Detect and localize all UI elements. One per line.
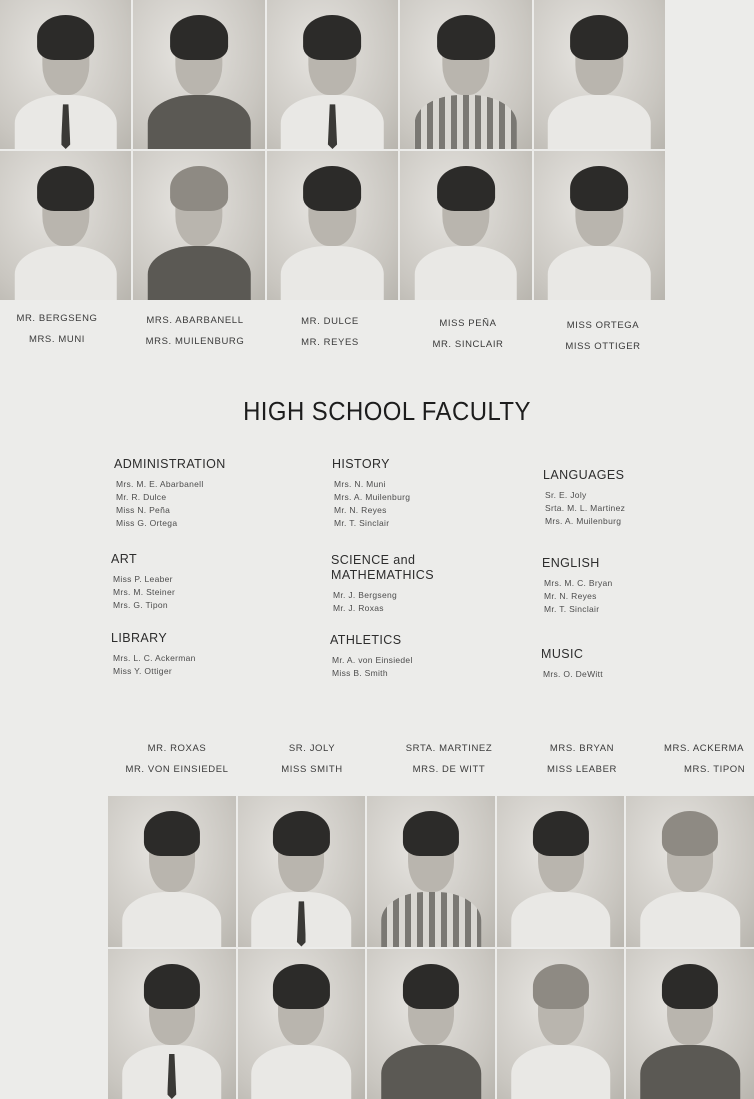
department-member: Mrs. L. C. Ackerman <box>113 653 196 663</box>
department-member-list <box>543 668 603 681</box>
department-member: Sr. E. Joly <box>545 490 587 500</box>
department-member: Mr. N. Reyes <box>334 505 387 515</box>
department-english <box>542 556 613 616</box>
department-heading: SCIENCE and MATHEMATHICS <box>331 553 434 582</box>
department-heading: ENGLISH <box>542 556 600 570</box>
department-member: Mrs. A. Muilenburg <box>545 516 622 526</box>
name-caption: MISS SMITH <box>281 764 343 775</box>
department-member: Miss P. Leaber <box>113 574 173 584</box>
name-caption-column <box>530 738 634 780</box>
name-caption: MRS. MUNI <box>28 334 86 345</box>
bottom-photo-grid <box>108 796 754 1099</box>
department-member: Mr. A. von Einsiedel <box>332 655 413 665</box>
department-member-list <box>113 573 175 612</box>
name-caption: MRS. MUILENBURG <box>145 336 245 347</box>
department-member: Mr. J. Roxas <box>333 603 384 613</box>
faculty-portrait <box>626 796 754 947</box>
department-member-list <box>333 589 481 615</box>
department-member-list <box>545 489 625 528</box>
name-caption-column <box>272 311 388 353</box>
department-member: Mrs. N. Muni <box>334 479 386 489</box>
department-heading: HISTORY <box>332 457 390 471</box>
department-member-list <box>113 652 196 678</box>
faculty-portrait <box>133 0 264 149</box>
faculty-portrait <box>367 949 495 1099</box>
department-member: Miss N. Peña <box>116 505 171 515</box>
name-caption: MRS. ACKERMA <box>664 743 745 754</box>
department-member: Miss G. Ortega <box>116 518 178 528</box>
name-caption-column <box>545 315 661 357</box>
department-member: Mr. T. Sinclair <box>544 604 600 614</box>
name-caption: MRS. DE WITT <box>412 764 486 775</box>
faculty-portrait <box>0 151 131 300</box>
department-member: Miss Y. Ottiger <box>113 666 172 676</box>
name-caption: MR. SINCLAIR <box>432 339 504 350</box>
department-member: Mr. N. Reyes <box>544 591 597 601</box>
department-member: Mrs. A. Muilenburg <box>334 492 411 502</box>
department-heading: MUSIC <box>541 647 584 661</box>
name-caption-column <box>394 738 504 780</box>
department-heading: LANGUAGES <box>543 468 625 482</box>
faculty-portrait <box>238 796 366 947</box>
name-caption: MRS. ABARBANELL <box>146 315 244 326</box>
faculty-portrait <box>497 796 625 947</box>
name-caption: MISS ORTEGA <box>566 320 640 331</box>
faculty-portrait <box>108 796 236 947</box>
name-caption: MISS PEÑA <box>439 318 497 329</box>
department-member: Mrs. M. E. Abarbanell <box>116 479 204 489</box>
department-member-list <box>544 577 613 616</box>
name-caption: SR. JOLY <box>288 743 336 754</box>
department-music <box>541 647 603 681</box>
department-heading: LIBRARY <box>111 631 168 645</box>
department-member-list <box>332 654 413 680</box>
name-caption: MRS. BRYAN <box>549 743 615 754</box>
name-caption: MR. ROXAS <box>147 743 207 754</box>
faculty-portrait <box>267 151 398 300</box>
department-member: Mr. J. Bergseng <box>333 590 398 600</box>
department-heading: ADMINISTRATION <box>114 457 226 471</box>
name-caption: MR. VON EINSIEDEL <box>125 764 229 775</box>
name-caption-column <box>2 308 112 350</box>
department-administration <box>114 457 226 530</box>
page-title: HIGH SCHOOL FACULTY <box>243 396 531 426</box>
faculty-portrait <box>238 949 366 1099</box>
department-member: Mrs. O. DeWitt <box>543 669 603 679</box>
faculty-portrait <box>626 949 754 1099</box>
name-caption-column <box>112 738 242 780</box>
department-languages <box>543 468 625 528</box>
faculty-portrait <box>367 796 495 947</box>
department-heading: ATHLETICS <box>330 633 402 647</box>
department-heading: ART <box>111 552 137 566</box>
department-member: Srta. M. L. Martinez <box>545 503 626 513</box>
faculty-portrait <box>133 151 264 300</box>
department-science-mathematics <box>331 553 481 615</box>
faculty-portrait <box>497 949 625 1099</box>
faculty-portrait <box>400 0 531 149</box>
faculty-portrait <box>400 151 531 300</box>
name-caption: MRS. TIPON <box>684 764 746 775</box>
faculty-portrait <box>0 0 131 149</box>
department-history <box>332 457 410 530</box>
name-caption-column <box>410 313 526 355</box>
name-caption-column <box>262 738 362 780</box>
department-member: Mrs. M. Steiner <box>113 587 176 597</box>
department-member: Miss B. Smith <box>332 668 388 678</box>
department-athletics <box>330 633 413 680</box>
name-caption: MISS OTTIGER <box>565 341 641 352</box>
department-member: Mr. R. Dulce <box>116 492 167 502</box>
department-art <box>111 552 175 612</box>
top-photo-grid <box>0 0 665 300</box>
faculty-portrait <box>534 0 665 149</box>
department-member: Mrs. G. Tipon <box>113 600 168 610</box>
name-caption-column <box>664 738 754 780</box>
department-member: Mrs. M. C. Bryan <box>544 578 613 588</box>
department-member-list <box>334 478 410 530</box>
department-member: Mr. T. Sinclair <box>334 518 390 528</box>
name-caption: SRTA. MARTINEZ <box>405 743 493 754</box>
name-caption: MR. REYES <box>301 337 359 348</box>
faculty-portrait <box>267 0 398 149</box>
faculty-portrait <box>108 949 236 1099</box>
name-caption-column <box>132 310 258 352</box>
name-caption: MR. DULCE <box>301 316 359 327</box>
department-library <box>111 631 196 678</box>
department-member-list <box>116 478 226 530</box>
name-caption: MR. BERGSENG <box>16 313 98 324</box>
faculty-portrait <box>534 151 665 300</box>
name-caption: MISS LEABER <box>547 764 617 775</box>
